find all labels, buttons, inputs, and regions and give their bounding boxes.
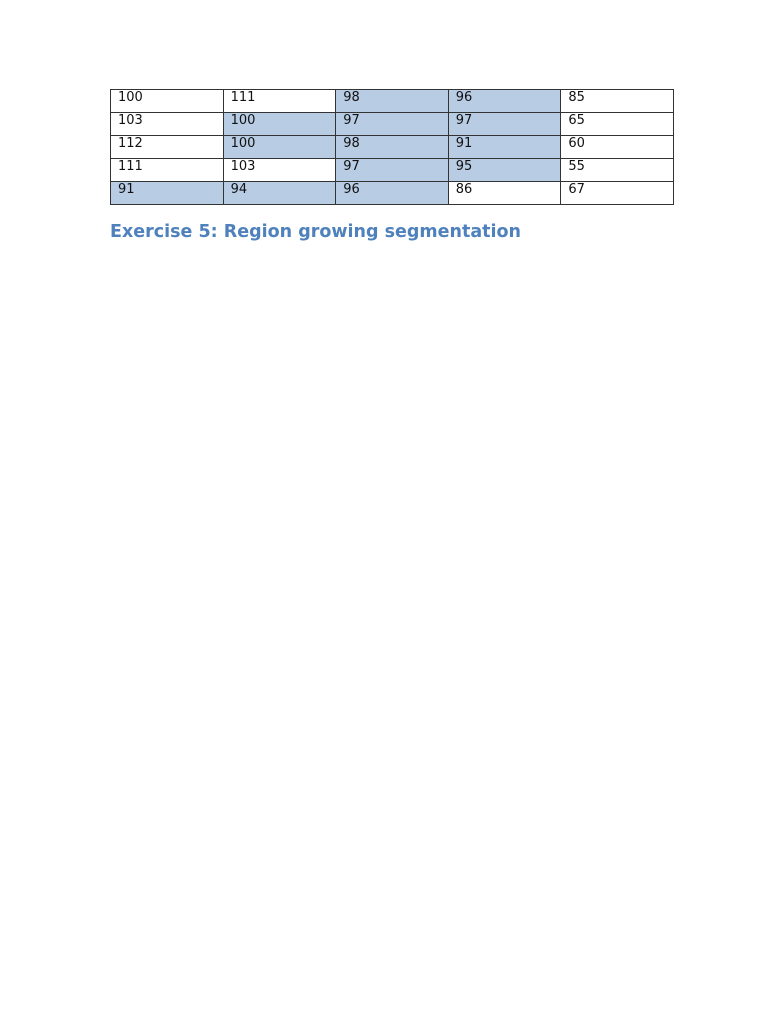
table-row [111, 113, 674, 136]
pixel-value-table [110, 89, 674, 205]
table-row [111, 90, 674, 113]
table-cell-highlighted: 96 [336, 182, 449, 205]
table-cell-highlighted: 97 [336, 113, 449, 136]
table-cell: 111 [111, 159, 224, 182]
table-cell-highlighted: 94 [223, 182, 336, 205]
table-row [111, 159, 674, 182]
table-cell: 103 [111, 113, 224, 136]
table-cell: 60 [561, 136, 674, 159]
table-cell-highlighted: 100 [223, 113, 336, 136]
table-cell: 67 [561, 182, 674, 205]
table-cell-highlighted: 95 [448, 159, 561, 182]
table-cell-highlighted: 100 [223, 136, 336, 159]
table-cell-highlighted: 98 [336, 90, 449, 113]
table-cell-highlighted: 97 [336, 159, 449, 182]
table-cell: 85 [561, 90, 674, 113]
table-cell: 100 [111, 90, 224, 113]
section-heading: Exercise 5: Region growing segmentation [110, 222, 522, 242]
table-row [111, 182, 674, 205]
table-cell-highlighted: 96 [448, 90, 561, 113]
table-cell-highlighted: 91 [448, 136, 561, 159]
table-cell: 55 [561, 159, 674, 182]
table-row [111, 136, 674, 159]
table-cell: 103 [223, 159, 336, 182]
table-cell-highlighted: 91 [111, 182, 224, 205]
table-cell: 112 [111, 136, 224, 159]
table-cell: 111 [223, 90, 336, 113]
table-cell-highlighted: 98 [336, 136, 449, 159]
table-cell: 65 [561, 113, 674, 136]
pixel-value-table-body [111, 90, 674, 205]
table-cell: 86 [448, 182, 561, 205]
table-cell-highlighted: 97 [448, 113, 561, 136]
